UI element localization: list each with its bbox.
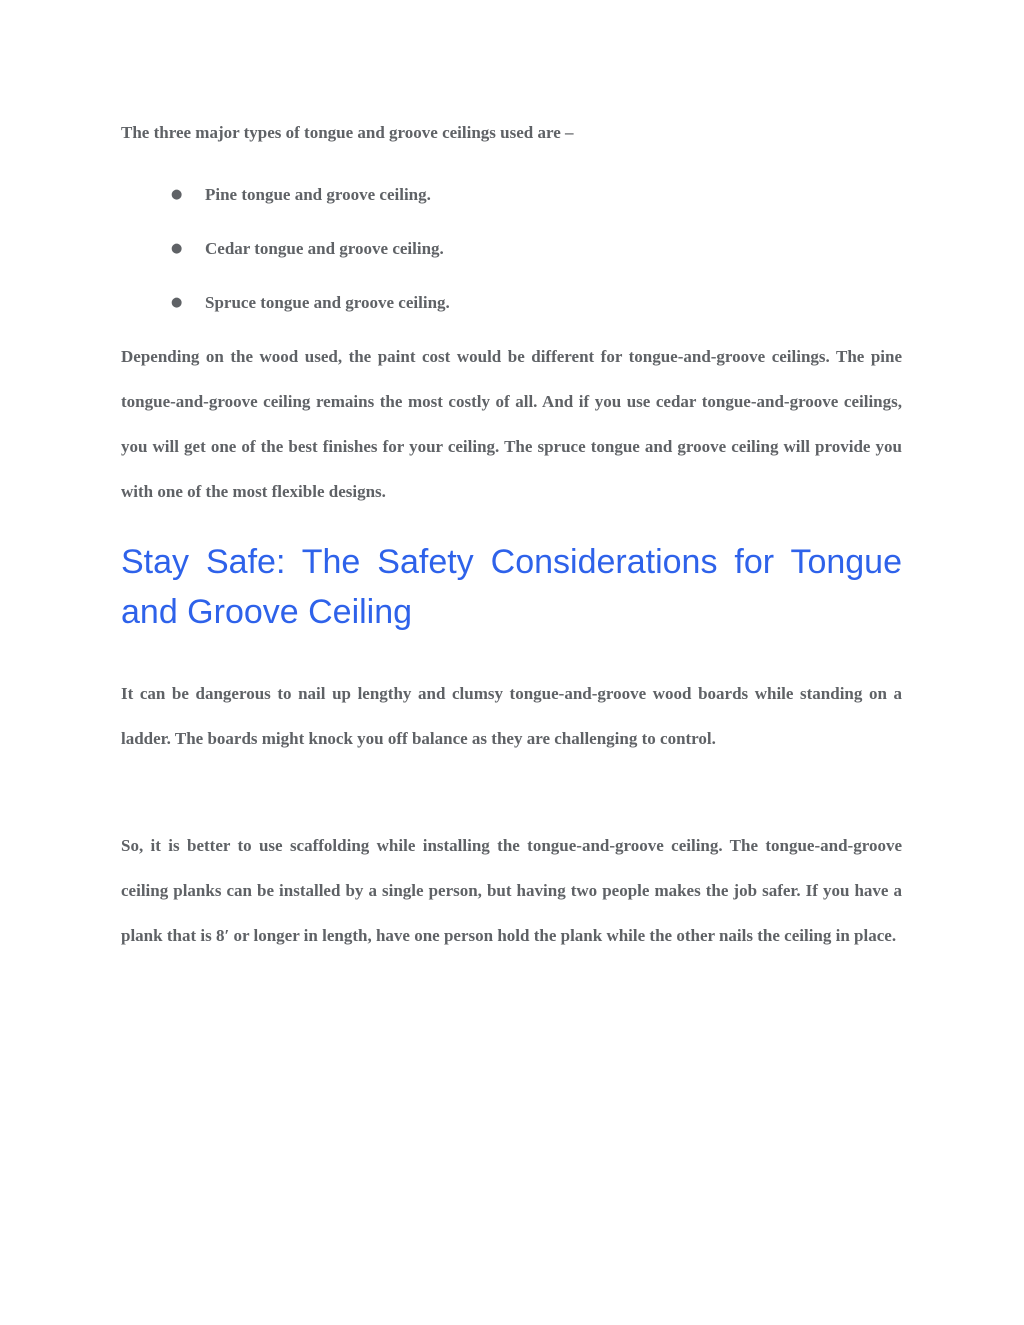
list-item-label: Cedar tongue and groove ceiling. bbox=[205, 239, 444, 258]
ceiling-types-list bbox=[121, 181, 902, 343]
list-item-cedar bbox=[121, 235, 902, 289]
ladder-danger-paragraph: It can be dangerous to nail up lengthy and clumsy tongue-and-groove wood boards while standing on a ladder. The boards might knock you off balance as they are challenging to control. bbox=[121, 684, 902, 748]
list-item-label: Spruce tongue and groove ceiling. bbox=[205, 293, 450, 312]
scaffolding-paragraph: So, it is better to use scaffolding while installing the tongue-and-groove ceiling. The tongue-and-groove ceiling planks can be installed by a single person, but having two people makes the job safer. If you have a plank that is 8′ or longer in length, have one person hold the plank while the other nails the ceiling in place. bbox=[121, 836, 902, 945]
paint-cost-paragraph: Depending on the wood used, the paint cost would be different for tongue-and-groove ceilings. The pine tongue-and-groove ceiling remains the most costly of all. And if you use cedar tongue-and-groove ceilings, you will get one of the best finishes for your ceiling. The spruce tongue and groove ceiling will provide you with one of the most flexible designs. bbox=[121, 347, 902, 501]
list-item-pine bbox=[121, 181, 902, 235]
bullet-icon: ● bbox=[171, 187, 183, 202]
list-item-label: Pine tongue and groove ceiling. bbox=[205, 185, 431, 204]
bullet-icon: ● bbox=[171, 295, 183, 310]
bullet-icon: ● bbox=[171, 241, 183, 256]
section-heading: Stay Safe: The Safety Considerations for Tongue and Groove Ceiling bbox=[121, 543, 902, 631]
intro-text: The three major types of tongue and groove ceilings used are – bbox=[121, 123, 574, 142]
